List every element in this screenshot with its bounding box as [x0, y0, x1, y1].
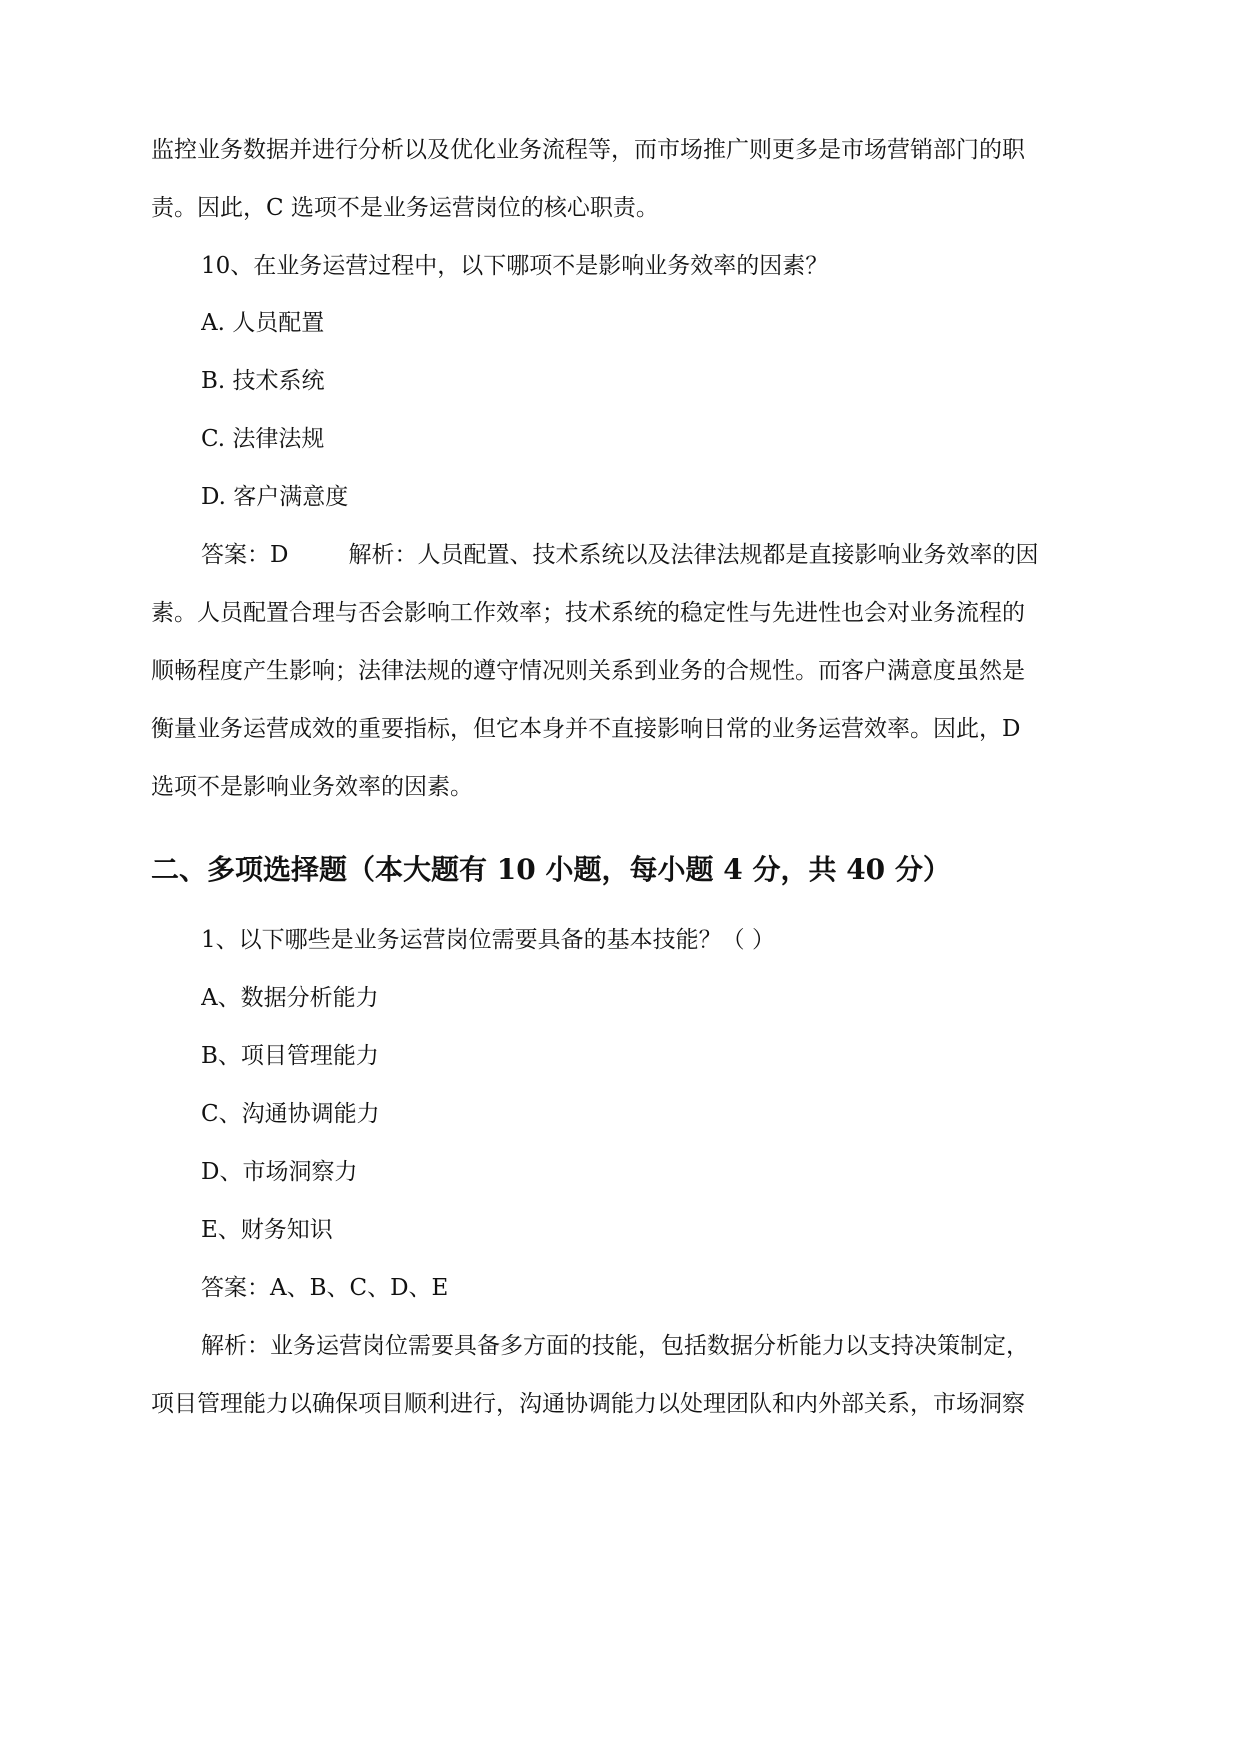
mq1-explanation-line-2: 项目管理能力以确保项目顺利进行，沟通协调能力以处理团队和内外部关系，市场洞察 [151, 1391, 1025, 1417]
question-10-explanation-line-4: 衡量业务运营成效的重要指标，但它本身并不直接影响日常的业务运营效率。因此，D [151, 716, 1021, 742]
mq1-answer: 答案：A、B、C、D、E [201, 1275, 449, 1301]
mq1-option-a: A、数据分析能力 [201, 985, 379, 1011]
question-10-option-a: A. 人员配置 [201, 310, 325, 336]
question-10-answer-row [201, 539, 1091, 571]
mq1-explanation-line-1: 解析：业务运营岗位需要具备多方面的技能，包括数据分析能力以支持决策制定， [201, 1333, 1029, 1359]
mq1-option-d: D、市场洞察力 [201, 1159, 358, 1185]
prev-explanation-line-1: 监控业务数据并进行分析以及优化业务流程等，而市场推广则更多是市场营销部门的职 [151, 137, 1025, 163]
question-10-explanation-line-3: 顺畅程度产生影响；法律法规的遵守情况则关系到业务的合规性。而客户满意度虽然是 [151, 658, 1025, 684]
question-10-option-c: C. 法律法规 [201, 426, 325, 452]
mq1-option-c: C、沟通协调能力 [201, 1101, 380, 1127]
question-10-explanation-line-2: 素。人员配置合理与否会影响工作效率；技术系统的稳定性与先进性也会对业务流程的 [151, 600, 1025, 626]
question-10-option-d: D. 客户满意度 [201, 484, 349, 510]
mq1-option-e: E、财务知识 [201, 1217, 333, 1243]
question-10-stem: 10、在业务运营过程中，以下哪项不是影响业务效率的因素？ [201, 253, 829, 279]
question-10-option-b: B. 技术系统 [201, 368, 325, 394]
mq1-stem: 1、以下哪些是业务运营岗位需要具备的基本技能？（ ） [201, 927, 775, 953]
question-10-explanation-line-1: 解析：人员配置、技术系统以及法律法规都是直接影响业务效率的因 [348, 542, 1039, 568]
question-10-explanation-line-5: 选项不是影响业务效率的因素。 [151, 774, 473, 800]
prev-explanation-line-2: 责。因此，C 选项不是业务运营岗位的核心职责。 [151, 195, 659, 221]
section-2-heading: 二、多项选择题（本大题有 10 小题，每小题 4 分，共 40 分） [151, 853, 951, 886]
mq1-option-b: B、项目管理能力 [201, 1043, 379, 1069]
question-10-answer: 答案：D [201, 542, 289, 568]
